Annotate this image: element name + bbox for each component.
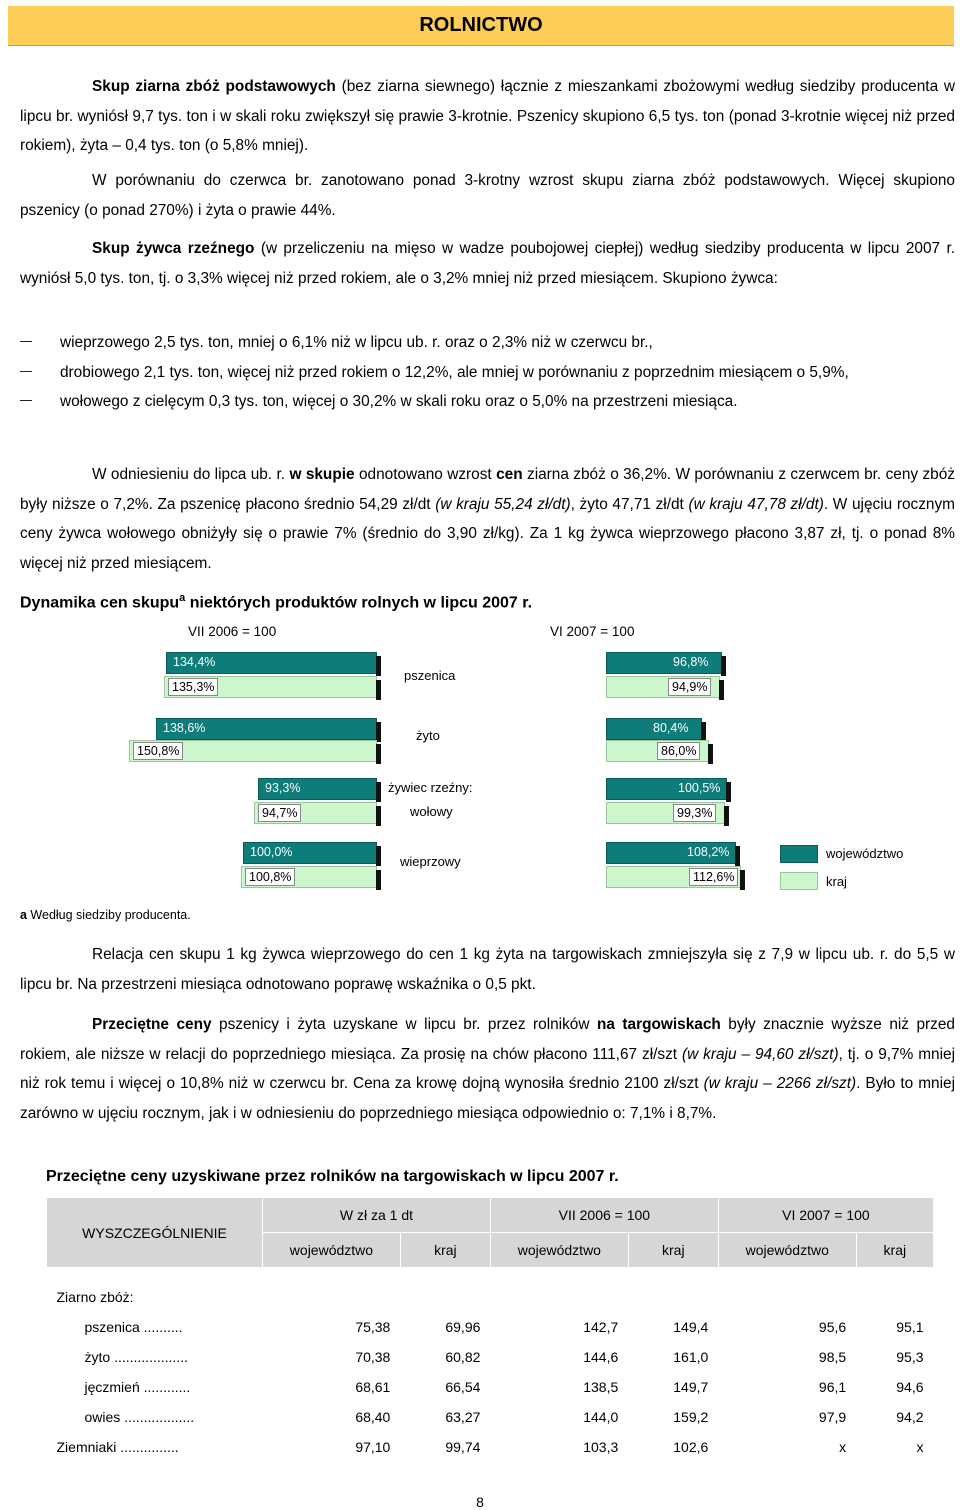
table-cell: 97,10: [355, 1438, 391, 1455]
data-label: 134,4%: [173, 655, 216, 669]
legend-swatch-wojewodztwo: [780, 845, 818, 863]
data-label: 138,6%: [163, 721, 206, 735]
table-cell: 138,5: [583, 1378, 619, 1395]
table-cell: x: [839, 1438, 847, 1455]
table-cell: 96,1: [818, 1378, 847, 1395]
table-cell: 94,6: [896, 1378, 924, 1395]
table-cell: 142,7: [583, 1318, 619, 1335]
table-subheader: województwo: [263, 1233, 401, 1268]
table-row: [47, 1342, 934, 1372]
table-header-group: VI 2007 = 100: [718, 1198, 933, 1233]
table-row: [47, 1372, 934, 1402]
table-cell: 69,96: [445, 1318, 481, 1335]
paragraph-prices: W odniesieniu do lipca ub. r. w skupie odnotowano wzrost cen ziarna zbóż o 36,2%. W porównaniu z czerwcem br. ceny zbóż były niższe o 7,2%. Za pszenicę płacono średnio 54,29 zł/dt (w kraju 55,24 zł/dt), żyto 47,71 zł/dt (w kraju 47,78 zł/dt). W ujęciu rocznym ceny żywca wołowego obniżyły się o prawie 7% (średnio do 3,90 zł/kg). Za 1 kg żywca wieprzowego płacono 3,87 zł, tj. o ponad 8% więcej niż przed miesiącem.: [20, 466, 955, 572]
paragraph-grain-purchase: Skup ziarna zbóż podstawowych (bez ziarna siewnego) łącznie z mieszankami zbożowymi według siedziby producenta w lipcu br. wyniósł 9,7 tys. ton i w skali roku zwiększył się prawie 3-krotnie. Pszenicy skupiono 6,5 tys. ton (ponad 3-krotnie więcej niż przed rokiem), żyta – 0,4 tys. ton (o 5,8% mniej).: [20, 78, 955, 154]
data-label: 99,3%: [673, 804, 716, 822]
legend-label: województwo: [826, 846, 904, 861]
table-cell: 99,74: [445, 1438, 481, 1455]
list-item: drobiowego 2,1 tys. ton, więcej niż przed rokiem o 12,2%, ale mniej w porównaniu z poprzednim miesiącem o 5,9%,: [20, 358, 955, 388]
paragraph-livestock-purchase: Skup żywca rzeźnego (w przeliczeniu na mięso w wadze poubojowej ciepłej) według siedziby producenta w lipcu 2007 r. wyniósł 5,0 tys. ton, tj. o 3,3% więcej niż przed rokiem, ale o 3,2% mniej niż przed miesiącem. Skupiono żywca:: [20, 240, 955, 287]
panel-label-yoy: VII 2006 = 100: [188, 624, 277, 639]
paragraph-june-comparison: W porównaniu do czerwca br. zanotowano ponad 3-krotny wzrost skupu ziarna zbóż podstawowych. Więcej skupiono pszenicy (o ponad 270%) i żyta o prawie 44%.: [20, 172, 955, 219]
data-label: 86,0%: [657, 742, 700, 760]
data-label: 100,8%: [245, 868, 295, 886]
section-header: [8, 6, 954, 46]
table-cell: 68,61: [355, 1378, 391, 1395]
table-cell: 159,2: [673, 1408, 709, 1425]
table-cell: 95,1: [896, 1318, 924, 1335]
table-cell: 149,7: [673, 1378, 709, 1395]
table-subheader: województwo: [718, 1233, 856, 1268]
category-label: wieprzowy: [400, 854, 461, 869]
table-cell: 98,5: [818, 1348, 847, 1365]
data-label: 100,5%: [678, 781, 721, 795]
paragraph-market-prices: Przeciętne ceny pszenicy i żyta uzyskane w lipcu br. przez rolników na targowiskach były znacznie wyższe niż przed rokiem, ale niższe w relacji do poprzedniego miesiąca. Za prosię na chów płacono 111,67 zł/szt (w kraju – 94,60 zł/szt), tj. o 9,7% mniej niż rok temu i więcej o 10,8% niż w czerwcu br. Cena za krowę dojną wynosiła średnio 2100 zł/szt (w kraju – 2266 zł/szt). Było to mniej zarówno w ujęciu rocznym, jak i w odniesieniu do poprzedniego miesiąca odpowiednio o: 7,1% i 8,7%.: [20, 1016, 955, 1122]
data-label: 150,8%: [133, 742, 183, 760]
table-subheader: województwo: [490, 1233, 628, 1268]
row-label: owies ..................: [84, 1408, 195, 1425]
table-cell: 144,0: [583, 1408, 619, 1425]
table-cell: 70,38: [355, 1348, 391, 1365]
chart-title: Dynamika cen skupu$^a$ niektórych produktów rolnych w lipcu 2007 r.: [20, 592, 533, 612]
data-label: 100,0%: [250, 845, 293, 859]
list-item: wieprzowego 2,5 tys. ton, mniej o 6,1% niż w lipcu ub. r. oraz o 2,3% niż w czerwcu br.,: [20, 328, 955, 358]
legend-label: kraj: [826, 874, 847, 889]
table-subheader: kraj: [400, 1233, 490, 1268]
table-header-group: W zł za 1 dt: [263, 1198, 491, 1233]
table-cell: 95,6: [818, 1318, 847, 1335]
data-label: 93,3%: [265, 781, 301, 795]
data-label: 80,4%: [653, 721, 689, 735]
table-header-group: VII 2006 = 100: [490, 1198, 718, 1233]
table-row: [47, 1402, 934, 1432]
category-label: pszenica: [404, 668, 456, 683]
row-label: jęczmień ............: [84, 1378, 191, 1395]
paragraph-price-ratio: Relacja cen skupu 1 kg żywca wieprzowego do cen 1 kg żyta na targowiskach zmniejszyła się z 7,9 w lipcu ub. r. do 5,5 w lipcu br. Na przestrzeni miesiąca odnotowano poprawę wskaźnika o 0,5 pkt.: [20, 946, 955, 993]
category-label: żywiec rzeźny:: [388, 780, 473, 795]
category-label: żyto: [416, 728, 440, 743]
row-label: żyto ...................: [84, 1348, 188, 1365]
data-label: 94,7%: [258, 804, 301, 822]
data-label: 96,8%: [673, 655, 709, 669]
section-title: ROLNICTWO: [419, 14, 543, 36]
row-label: pszenica ..........: [84, 1318, 183, 1335]
table-cell: 68,40: [355, 1408, 391, 1425]
data-label: 135,3%: [168, 678, 218, 696]
table-cell: 97,9: [818, 1408, 847, 1425]
panel-label-mom: VI 2007 = 100: [550, 624, 635, 639]
data-label: 94,9%: [668, 678, 711, 696]
table-cell: 60,82: [445, 1348, 481, 1365]
table-cell: 103,3: [583, 1438, 619, 1455]
data-label: 112,6%: [689, 868, 738, 886]
table-cell: 66,54: [445, 1378, 481, 1395]
table-cell: 94,2: [896, 1408, 924, 1425]
table-row: [47, 1312, 934, 1342]
table-cell: 95,3: [896, 1348, 924, 1365]
table-group-label: Ziarno zbóż:: [56, 1288, 134, 1305]
livestock-list: [20, 328, 955, 417]
table-cell: 63,27: [445, 1408, 481, 1425]
table-cell: 161,0: [673, 1348, 709, 1365]
table-cell: 75,38: [355, 1318, 391, 1335]
table-cell: 149,4: [673, 1318, 709, 1335]
list-item: wołowego z cielęcym 0,3 tys. ton, więcej o 30,2% w skali roku oraz o 5,0% na przestrzeni miesiąca.: [20, 387, 955, 417]
data-label: 108,2%: [687, 845, 730, 859]
table-row: [47, 1282, 934, 1312]
table-row: [47, 1432, 934, 1462]
table-title: Przeciętne ceny uzyskiwane przez rolników na targowiskach w lipcu 2007 r.: [46, 1168, 619, 1185]
table-cell: 102,6: [673, 1438, 709, 1455]
chart-footnote: a Według siedziby producenta.: [20, 908, 191, 922]
market-prices-table: [46, 1197, 934, 1462]
legend-swatch-kraj: [780, 872, 818, 890]
page-number: 8: [476, 1494, 484, 1510]
category-label: wołowy: [410, 804, 453, 819]
row-label: Ziemniaki ...............: [56, 1438, 179, 1455]
table-cell: 144,6: [583, 1348, 619, 1365]
table-cell: x: [916, 1438, 924, 1455]
table-header-main: WYSZCZEGÓLNIENIE: [47, 1198, 263, 1268]
table-subheader: kraj: [628, 1233, 718, 1268]
table-subheader: kraj: [856, 1233, 933, 1268]
